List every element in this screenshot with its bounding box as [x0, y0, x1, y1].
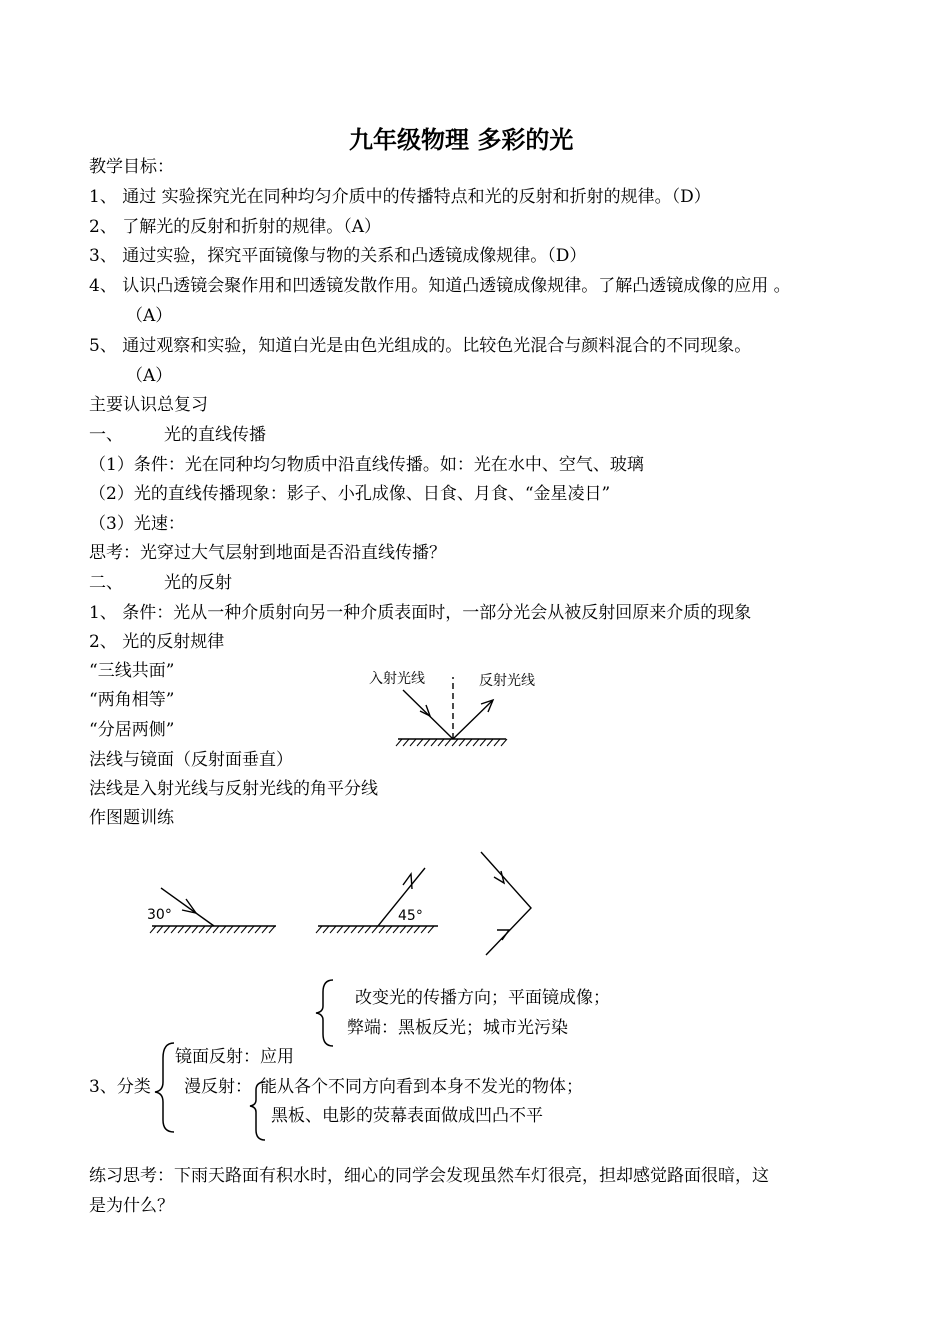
- mirror-harm: 弊端：黑板反光；城市光污染: [347, 1018, 568, 1038]
- section-2-law: 2、 光的反射规律: [89, 632, 225, 652]
- law-coplanar: “三线共面”: [89, 661, 175, 681]
- section-2-title: 光的反射: [164, 573, 232, 593]
- mirror-reflection: 镜面反射：应用: [175, 1047, 294, 1067]
- section-1-number: 一、: [89, 425, 123, 445]
- goal-3: 3、 通过实验，探究平面镜像与物的关系和凸透镜成像规律。（D）: [89, 246, 587, 266]
- goal-4-level: （A）: [126, 306, 173, 326]
- normal-note-2: 法线是入射光线与反射光线的角平分线: [89, 779, 378, 799]
- law-equal-angles: “两角相等”: [89, 690, 175, 710]
- section-1-title: 光的直线传播: [164, 425, 266, 445]
- goal-5: 5、 通过观察和实验，知道白光是由色光组成的。比较色光混合与颜料混合的不同现象。: [89, 336, 752, 356]
- law-two-sides: “分居两侧”: [89, 720, 175, 740]
- exercise-line-2: 是为什么？: [89, 1196, 174, 1216]
- angle-45-label: 45°: [398, 908, 423, 924]
- goal-1: 1、 通过 实验探究光在同种均匀介质中的传播特点和光的反射和折射的规律。（D）: [89, 187, 711, 207]
- diffuse-reflection: 漫反射：: [184, 1077, 252, 1097]
- exercise-line-1: 练习思考：下雨天路面有积水时，细心的同学会发现虽然车灯很亮，担却感觉路面很暗，这: [89, 1166, 769, 1186]
- section-1-phenomena: （2）光的直线传播现象：影子、小孔成像、日食、月食、“金星凌日”: [89, 484, 611, 504]
- section-2-number: 二、: [89, 573, 123, 593]
- section-2-condition: 1、 条件：光从一种介质射向另一种介质表面时，一部分光会从被反射回原来介质的现象: [89, 603, 752, 623]
- diffuse-point-2: 黑板、电影的荧幕表面做成凹凸不平: [271, 1106, 543, 1126]
- section-1-speed: （3）光速：: [89, 514, 185, 534]
- reflected-ray-label: 反射光线: [479, 673, 535, 689]
- review-heading: 主要认识总复习: [89, 395, 208, 415]
- angle-30-label: 30°: [147, 907, 172, 923]
- mirror-use: 改变光的传播方向；平面镜成像；: [355, 988, 610, 1008]
- goals-heading: 教学目标：: [89, 157, 174, 177]
- goal-2: 2、 了解光的反射和折射的规律。（A）: [89, 217, 381, 237]
- section-1-think: 思考：光穿过大气层射到地面是否沿直线传播？: [89, 543, 446, 563]
- goal-5-level: （A）: [126, 366, 173, 386]
- page-title: 九年级物理 多彩的光: [349, 126, 574, 154]
- normal-note-1: 法线与镜面（反射面垂直）: [89, 750, 293, 770]
- incident-ray-label: 入射光线: [369, 671, 425, 687]
- classification-label: 3、分类: [89, 1077, 151, 1097]
- diffuse-point-1: 能从各个不同方向看到本身不发光的物体；: [260, 1077, 583, 1097]
- drawing-drill: 作图题训练: [89, 808, 174, 828]
- section-1-condition: （1）条件：光在同种均匀物质中沿直线传播。如：光在水中、空气、玻璃: [89, 455, 644, 475]
- goal-4: 4、 认识凸透镜会聚作用和凹透镜发散作用。知道凸透镜成像规律。了解凸透镜成像的应用 。: [89, 276, 791, 296]
